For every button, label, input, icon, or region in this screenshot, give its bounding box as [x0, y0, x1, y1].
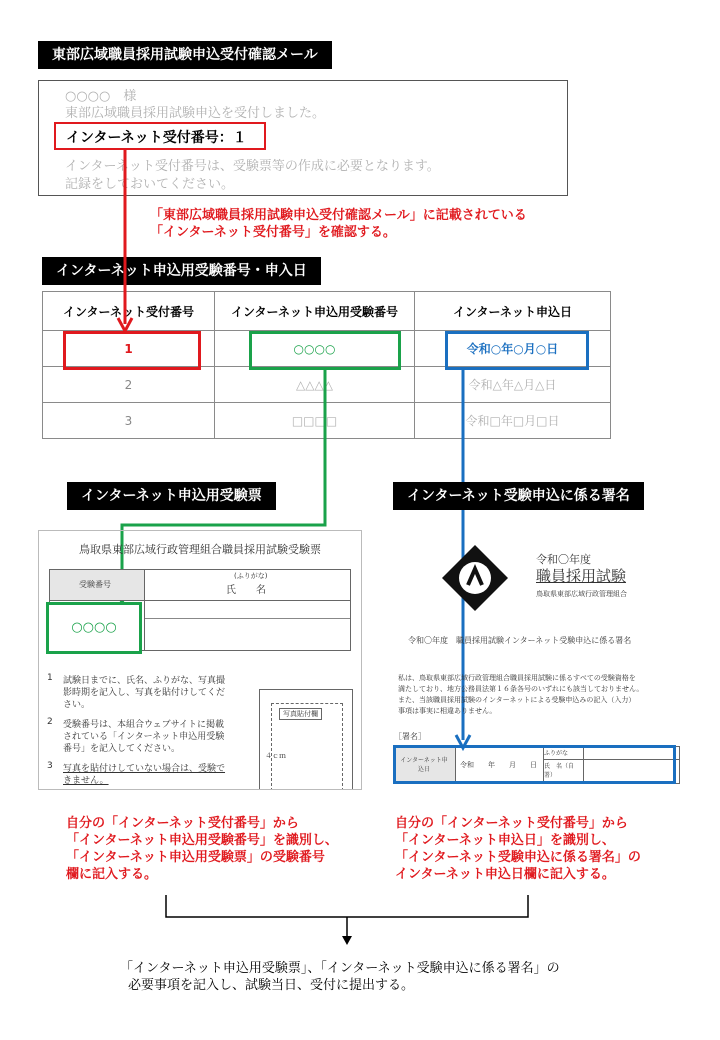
email-received: 東部広域職員採用試験申込を受付しました。: [65, 106, 326, 121]
cell-receipt-1: 1: [43, 331, 215, 367]
organization-emblem-icon: [440, 543, 510, 613]
cell-receipt-2: 2: [43, 367, 215, 403]
cell-date-1: 令和○年○月○日: [415, 331, 611, 367]
sig-year-line: 令和〇年度: [536, 553, 591, 566]
sig-body-2: 満たしており、地方公務員法第１６条各号のいずれにも該当しておりません。: [398, 685, 644, 693]
final-instruction-2: 必要事項を記入し、試験当日、受付に提出する。: [128, 978, 415, 993]
ticket-doc-title: 鳥取県東部広域行政管理組合職員採用試験受験票: [79, 543, 321, 556]
instruction-3-line-1: 写真を貼付けしていない場合は、受験で: [63, 764, 226, 774]
sig-instruction-1: 自分の「インターネット受付番号」から: [395, 816, 628, 831]
instruction-3-num: 3: [47, 761, 53, 771]
sig-body-3: また、当該職員採用試験のインターネットによる受験申込みの記入（入力）: [398, 696, 636, 704]
sig-body-4: 事項は事実に相違ありません。: [398, 707, 497, 715]
cell-date-3: 令和□年□月□日: [415, 403, 611, 439]
email-section-title: 東部広域職員採用試験申込受付確認メール: [38, 41, 332, 69]
highlight-signature-table: [393, 745, 676, 784]
ticket-name-divider: [145, 618, 350, 619]
instruction-2-line-2: されている「インターネット申込用受験: [63, 732, 225, 742]
instruction-3-line-2: きません。: [63, 776, 109, 786]
ticket-instruction-2: 「インターネット申込用受験番号」を識別し、: [66, 833, 338, 848]
sig-instruction-4: インターネット申込日欄に記入する。: [395, 867, 615, 882]
sig-doc-title: 令和〇年度 職員採用試験インターネット受験申込に係る署名: [408, 636, 632, 645]
bottom-bracket: [166, 895, 528, 917]
sig-date-value: 令和 年 月 日: [460, 761, 537, 769]
sig-org: 鳥取県東部広域行政管理組合: [536, 590, 627, 598]
header-receipt-number: インターネット受付番号: [43, 292, 215, 331]
cell-exam-2: △△△△: [215, 367, 415, 403]
ticket-number-value: ○○○○: [46, 602, 142, 654]
ticket-instruction-4: 欄に記入する。: [66, 867, 158, 882]
receipt-number-box: インターネット受付番号：１: [54, 122, 266, 150]
cell-exam-3: □□□□: [215, 403, 415, 439]
ticket-instruction-3: 「インターネット申込用受験票」の受験番号: [66, 850, 325, 865]
sig-body-1: 私は、鳥取県東部広域行政管理組合職員採用試験に係るすべての受験資格を: [398, 674, 636, 682]
signature-section-title: インターネット受験申込に係る署名: [393, 482, 644, 510]
sig-instruction-2: 「インターネット申込日」を識別し、: [395, 833, 615, 848]
photo-size: ４ｃｍ: [265, 752, 286, 760]
exam-ticket-thumbnail: [38, 530, 362, 790]
email-instruction-1: 「東部広域職員採用試験申込受付確認メール」に記載されている: [150, 208, 527, 223]
email-greeting: ○○○○ 様: [65, 89, 137, 104]
instruction-2-line-1: 受験番号は、本組合ウェブサイトに掲載: [63, 720, 225, 730]
header-exam-number: インターネット申込用受験番号: [215, 292, 415, 331]
final-instruction-1: 「インターネット申込用受験票」、「インターネット受験申込に係る署名」の: [120, 961, 560, 976]
ticket-furigana: (ふりがな): [234, 572, 268, 580]
sig-name-label: 氏 名（自 署）: [544, 763, 581, 779]
sig-furigana: ふりがな: [544, 750, 569, 757]
bottom-arrow-head: [342, 936, 352, 945]
instruction-1-line-3: さい。: [63, 700, 91, 710]
email-instruction-2: 「インターネット受付番号」を確認する。: [150, 225, 396, 240]
instruction-2-line-3: 番号」を記入してください。: [63, 744, 181, 754]
ticket-section-title: インターネット申込用受験票: [67, 482, 276, 510]
email-note-1: インターネット受付番号は、受験票等の作成に必要となります。: [65, 159, 440, 174]
instruction-2-num: 2: [47, 717, 53, 727]
instruction-1-line-1: 試験日までに、氏名、ふりがな、写真撮: [63, 676, 226, 686]
cell-receipt-3: 3: [43, 403, 215, 439]
sig-instruction-3: 「インターネット受験申込に係る署名」の: [395, 850, 641, 865]
sig-sign-label: ［署名］: [394, 732, 426, 741]
ticket-instruction-1: 自分の「インターネット受付番号」から: [66, 816, 299, 831]
email-note-2: 記録をしておいてください。: [65, 177, 235, 192]
ticket-col-divider: [144, 600, 145, 650]
table-section-title: インターネット申込用受験番号・申入日: [42, 257, 321, 285]
cell-exam-1: ○○○○: [215, 331, 415, 367]
header-application-date: インターネット申込日: [415, 292, 611, 331]
sig-exam-title: 職員採用試験: [536, 567, 627, 585]
instruction-1-num: 1: [47, 673, 53, 683]
photo-label: 写真貼付欄: [279, 708, 322, 720]
instruction-1-line-2: 影時期を記入し、写真を貼付けしてくだ: [63, 688, 226, 698]
ticket-name-header: 氏 名: [226, 585, 266, 596]
ticket-number-header: 受験番号: [79, 580, 111, 589]
cell-date-2: 令和△年△月△日: [415, 367, 611, 403]
sig-date-header: インターネット申込日: [400, 757, 448, 773]
